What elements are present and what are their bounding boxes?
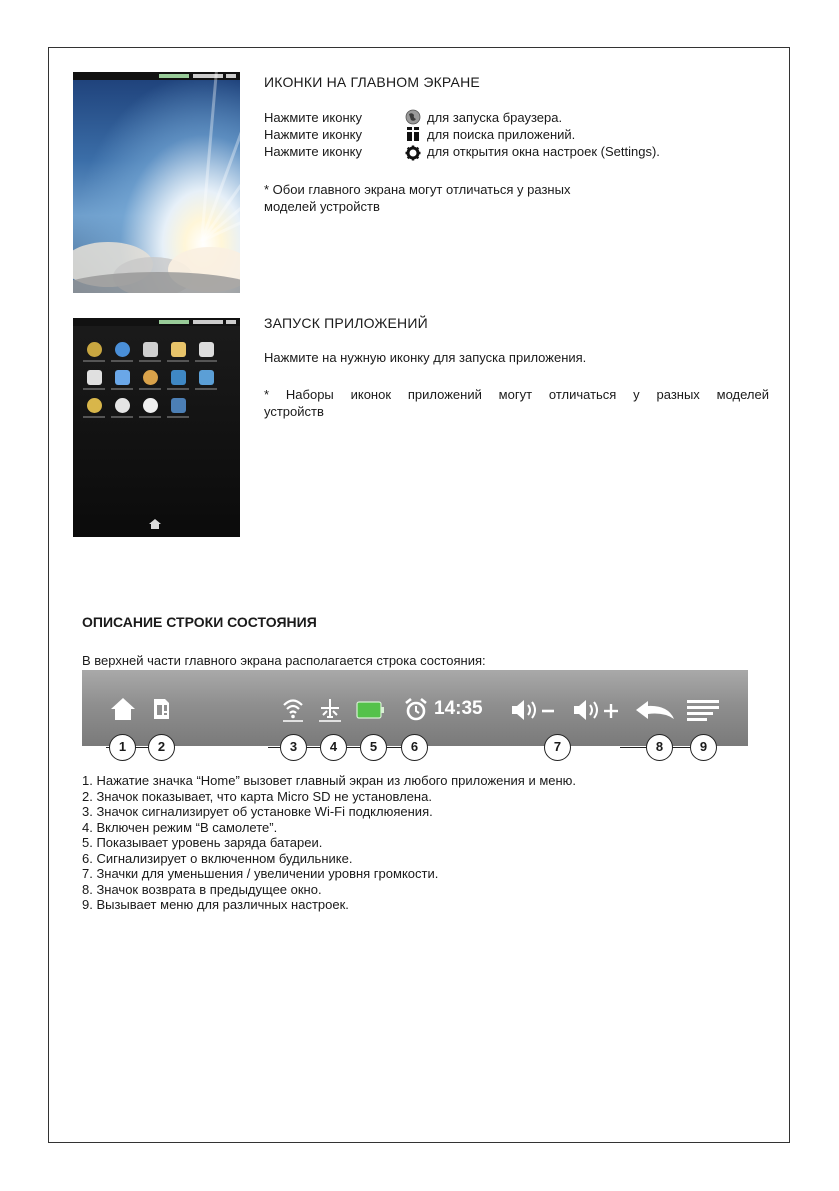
line-prefix: Нажмите иконку — [264, 110, 363, 125]
home-icon — [110, 697, 136, 721]
wifi-icon — [282, 697, 304, 723]
volume-up-icon — [572, 698, 630, 722]
sd-card-missing-icon — [150, 697, 172, 721]
app-icon — [199, 342, 214, 357]
status-clock: 14:35 — [434, 698, 483, 719]
menu-icon — [686, 699, 720, 721]
section-title-home-icons: ИКОНКИ НА ГЛАВНОМ ЭКРАНЕ — [264, 74, 480, 90]
launch-instruction: Нажмите на нужную иконку для запуска приложения. — [264, 350, 587, 365]
callout-6: 6 — [401, 734, 428, 761]
app-set-note: * Наборы иконок приложений могут отличаться у разных моделей — [264, 387, 769, 402]
app-icon — [143, 370, 158, 385]
app-icon — [171, 342, 186, 357]
app-icon — [87, 398, 102, 413]
app-icon — [87, 370, 102, 385]
list-item: 8. Значок возврата в предыдущее окно. — [82, 881, 322, 897]
app-icon — [115, 342, 130, 357]
status-bar-intro: В верхней части главного экрана располагается строка состояния: — [82, 653, 486, 668]
wallpaper-note-cont: моделей устройств — [264, 199, 380, 214]
section-title-launch-apps: ЗАПУСК ПРИЛОЖЕНИЙ — [264, 315, 428, 331]
list-item: 5. Показывает уровень заряда батареи. — [82, 835, 323, 850]
line-prefix: Нажмите иконку — [264, 127, 363, 142]
home-icon — [149, 519, 161, 529]
mini-status-bar — [73, 318, 240, 326]
list-item: 7. Значки для уменьшения / увеличении уровня громкости. — [82, 866, 439, 881]
app-icon — [171, 398, 186, 413]
list-item: 1. Нажатие значка “Home” вызовет главный экран из любого приложения и меню. — [82, 773, 577, 788]
list-item: 9. Вызывает меню для различных настроек. — [82, 897, 349, 912]
gear-icon — [405, 145, 421, 161]
app-icon — [199, 370, 214, 385]
app-icon — [115, 398, 130, 413]
app-icon — [143, 398, 158, 413]
line-text: для поиска приложений. — [427, 127, 576, 142]
globe-icon — [405, 109, 421, 125]
wallpaper-note: * Обои главного экрана могут отличаться у разных — [264, 182, 571, 197]
app-icon — [87, 342, 102, 357]
alarm-clock-icon — [404, 697, 428, 723]
app-icon — [171, 370, 186, 385]
list-item: 3. Значок сигнализирует об установке Wi-Fi подклюяения. — [82, 804, 433, 819]
volume-down-icon — [510, 698, 568, 722]
app-set-note-cont: устройств — [264, 404, 324, 419]
list-item: 6. Сигнализирует о включенном будильнике. — [82, 850, 353, 866]
callout-3: 3 — [280, 734, 307, 761]
home-screen-screenshot — [73, 72, 240, 293]
section-title-status-bar: ОПИСАНИЕ СТРОКИ СОСТОЯНИЯ — [82, 614, 317, 630]
callout-2: 2 — [148, 734, 175, 761]
status-bar-legend-list — [82, 773, 576, 913]
list-item: 2. Значок показывает, что карта Micro SD не установлена. — [82, 788, 432, 804]
back-arrow-icon — [634, 699, 676, 721]
line-text: для запуска браузера. — [427, 110, 563, 125]
line-text: для открытия окна настроек (Settings). — [427, 144, 660, 159]
callout-1: 1 — [109, 734, 136, 761]
callout-4: 4 — [320, 734, 347, 761]
app-drawer-screenshot — [73, 318, 240, 537]
airplane-mode-icon — [318, 697, 342, 723]
list-item: 4. Включен режим “В самолете”. — [82, 819, 278, 835]
apps-grid-icon — [405, 126, 421, 142]
callout-7: 7 — [544, 734, 571, 761]
callout-8: 8 — [646, 734, 673, 761]
battery-icon — [356, 701, 386, 719]
app-icon — [115, 370, 130, 385]
app-icon — [143, 342, 158, 357]
line-prefix: Нажмите иконку — [264, 144, 363, 159]
callout-9: 9 — [690, 734, 717, 761]
callout-5: 5 — [360, 734, 387, 761]
